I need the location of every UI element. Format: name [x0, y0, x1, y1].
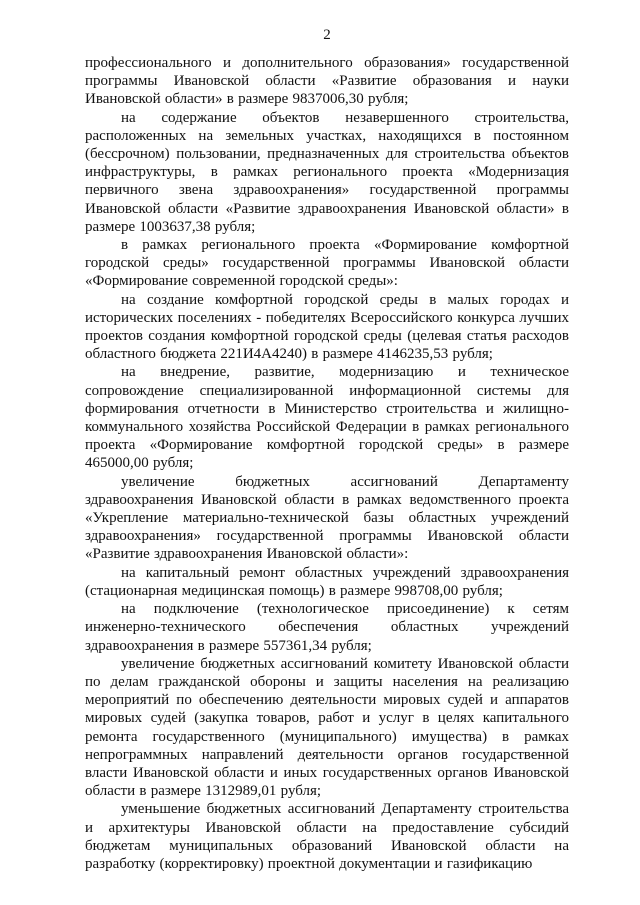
paragraph: в рамках регионального проекта «Формирование комфортной городской среды» государственной программы Ивановской области «Формирование современной городской среды»:: [85, 237, 569, 290]
document-body: [85, 54, 569, 873]
paragraph: на создание комфортной городской среды в малых городах и исторических поселениях - победителях Всероссийского конкурса лучших проектов создания комфортной городской среды (целевая статья расходов областного бюджета 221И4А4240) в размере 4146235,53 рубля;: [85, 291, 569, 363]
page-number: 2: [323, 27, 331, 43]
paragraph: на содержание объектов незавершенного строительства, расположенных на земельных участках, находящихся в постоянном (бессрочном) пользовании, предназначенных для строительства объектов инфраструктуры, в рамках регионального проекта «Модернизация первичного звена здравоохранения» государственной программы Ивановской области «Развитие здравоохранения Ивановской области» в размере 1003637,38 рубля;: [85, 109, 569, 235]
paragraph: уменьшение бюджетных ассигнований Департаменту строительства и архитектуры Ивановской области на предоставление субсидий бюджетам муниципальных образований Ивановской области на разработку (корректировку) проектной документации и газификацию: [85, 801, 569, 872]
paragraph: профессионального и дополнительного образования» государственной программы Ивановской области «Развитие образования и науки Ивановской области» в размере 9837006,30 рубля;: [85, 55, 569, 108]
paragraph: увеличение бюджетных ассигнований комитету Ивановской области по делам гражданской обороны и защиты населения на реализацию мероприятий по обеспечению деятельности мировых судей и аппаратов мировых судей (закупка товаров, работ и услуг в целях капитального ремонта государственного (муниципального) имущества) в рамках непрограммных направлений деятельности органов государственной власти Ивановской области и иных государственных органов Ивановской области в размере 1312989,01 рубля;: [85, 655, 569, 800]
paragraph: на подключение (технологическое присоединение) к сетям инженерно-технического обеспечения областных учреждений здравоохранения в размере 557361,34 рубля;: [85, 601, 569, 654]
paragraph: на капитальный ремонт областных учреждений здравоохранения (стационарная медицинская помощь) в размере 998708,00 рубля;: [85, 564, 569, 599]
paragraph: увеличение бюджетных ассигнований Департаменту здравоохранения Ивановской области в рамках ведомственного проекта «Укрепление материально-технической базы областных учреждений здравоохранения» государственной программы Ивановской области «Развитие здравоохранения Ивановской области»:: [85, 473, 569, 563]
paragraph: на внедрение, развитие, модернизацию и техническое сопровождение специализированной информационной системы для формирования отчетности в Министерство строительства и жилищно-коммунального хозяйства Российской Федерации в рамках регионального проекта «Формирование комфортной городской среды» в размере 465000,00 рубля;: [85, 364, 569, 472]
